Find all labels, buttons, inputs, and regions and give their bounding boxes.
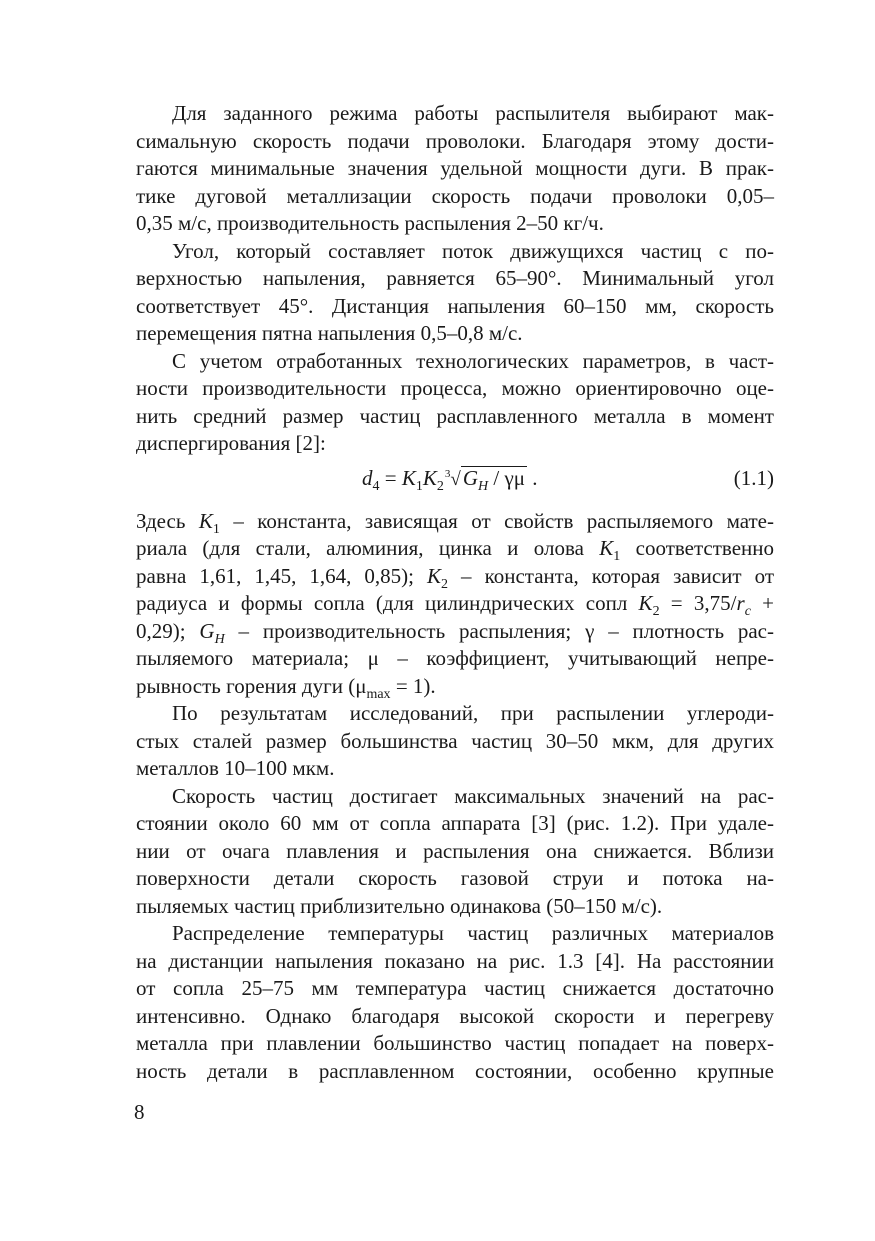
text-line: на дистанции напыления показано на рис. 1.3 [4]. На расстоянии xyxy=(136,948,774,973)
text-line: Распределение температуры частиц различных материалов xyxy=(172,921,774,945)
text-run: 0,29); xyxy=(136,618,200,643)
sub: 2 xyxy=(436,478,444,494)
text-run: – производительность распыления; γ – плотность рас- xyxy=(224,618,774,643)
page-number: 8 xyxy=(134,1100,145,1124)
text-line: гаются минимальные значения удельной мощности дуги. В прак- xyxy=(136,156,774,180)
paragraph xyxy=(136,100,774,238)
text-run: рывность горения дуги (μ xyxy=(136,673,367,698)
math-subscript: 1 xyxy=(212,521,220,537)
text-line: интенсивно. Однако благодаря высокой скорости и перегреву xyxy=(136,1003,774,1028)
text-line: нии от очага плавления и распыления она снижается. Вблизи xyxy=(136,838,774,863)
var-k1: K xyxy=(401,465,416,490)
text-line: пыляемого материала; μ – коэффициент, учитывающий непре- xyxy=(136,646,774,670)
sub: 1 xyxy=(415,478,423,494)
equals: = xyxy=(379,465,402,490)
text-run: равна 1,61, 1,45, 1,64, 0,85); xyxy=(136,563,428,588)
radical-sign: √ xyxy=(450,468,461,490)
text-run: = 1). xyxy=(390,673,436,698)
text-run: – константа, зависящая от свойств распыляемого мате- xyxy=(219,508,774,533)
math-variable: r xyxy=(736,591,745,615)
text-line xyxy=(136,618,774,646)
text-line xyxy=(136,508,774,536)
paragraph xyxy=(136,348,774,458)
text-run: + xyxy=(750,591,774,615)
paragraph xyxy=(136,783,774,921)
text-run: соответственно xyxy=(620,536,775,560)
equation-expression xyxy=(362,454,538,500)
text-line: стоянии около 60 мм от сопла аппарата [3] (рис. 1.2). При удале- xyxy=(136,811,774,835)
text-line: пыляемых частиц приблизительно одинакова (50–150 м/с). xyxy=(136,893,663,918)
text-run: = 3,75/ xyxy=(659,591,737,615)
text-line: 0,35 м/с, производительность распыления 2–50 кг/ч. xyxy=(136,211,604,235)
text-line: Угол, который составляет поток движущихся частиц с по- xyxy=(172,238,774,263)
var-g: G xyxy=(462,465,478,490)
text-line: поверхности детали скорость газовой струи и потока на- xyxy=(136,866,774,890)
radicand xyxy=(461,465,527,494)
text-run: радиуса и формы сопла (для цилиндрических сопл xyxy=(136,591,639,615)
text-line: Для заданного режима работы распылителя выбирают мак- xyxy=(172,101,774,125)
paragraph xyxy=(136,920,774,1085)
var-k2: K xyxy=(422,465,437,490)
period: . xyxy=(527,465,538,490)
math-variable: K xyxy=(599,536,614,560)
math-variable: K xyxy=(638,591,653,615)
text-line xyxy=(136,535,774,563)
text-line: стых сталей размер большинства частиц 30–50 мкм, для других xyxy=(136,728,774,753)
text-run: – константа, которая зависит от xyxy=(448,563,775,588)
text-line: ность детали в расплавленном состоянии, особенно крупные xyxy=(136,1058,774,1083)
text-line xyxy=(136,563,774,591)
text-line xyxy=(136,673,774,701)
text-line: нить средний размер частиц расплавленного металла в момент xyxy=(136,403,774,428)
math-variable: G xyxy=(199,618,215,643)
root-index: 3 xyxy=(444,467,451,480)
text-line: металла при плавлении большинство частиц попадает на поверх- xyxy=(136,1031,774,1055)
math-subscript: max xyxy=(366,686,391,702)
text-line: соответствует 45°. Дистанция напыления 60–150 мм, скорость xyxy=(136,293,774,318)
slash: / xyxy=(488,465,505,490)
sub: 4 xyxy=(372,478,380,494)
text-line: верхностью напыления, равняется 65–90°. Минимальный угол xyxy=(136,266,774,290)
text-line: диспергирования [2]: xyxy=(136,431,326,455)
sub: H xyxy=(477,478,489,494)
text-line xyxy=(136,590,774,618)
math-subscript: 1 xyxy=(613,549,621,564)
math-subscript: c xyxy=(744,604,751,619)
math-variable: K xyxy=(427,563,442,588)
text-run: Здесь xyxy=(136,508,199,533)
equation-number: (1.1) xyxy=(733,465,774,490)
var-d: d xyxy=(362,465,373,490)
paragraph xyxy=(136,238,774,348)
paragraph xyxy=(136,700,774,783)
text-line: С учетом отработанных технологических параметров, в част- xyxy=(172,348,774,373)
text-line: ности производительности процесса, можно ориентировочно оце- xyxy=(136,376,774,400)
text-line: Скорость частиц достигает максимальных значений на рас- xyxy=(172,783,774,808)
denominator: γμ xyxy=(504,465,525,490)
text-line: металлов 10–100 мкм. xyxy=(136,756,335,780)
text-line: от сопла 25–75 мм температура частиц снижается достаточно xyxy=(136,976,774,1000)
text-line: По результатам исследований, при распылении углероди- xyxy=(172,701,774,725)
paragraph xyxy=(136,508,774,701)
page-body xyxy=(136,100,774,1085)
equation-1-1 xyxy=(136,458,774,498)
text-line: перемещения пятна напыления 0,5–0,8 м/с. xyxy=(136,321,523,345)
text-run: риала (для стали, алюминия, цинка и олова xyxy=(136,536,600,560)
math-subscript: 2 xyxy=(441,576,449,592)
text-line: тике дуговой металлизации скорость подачи проволоки 0,05– xyxy=(136,183,774,208)
math-subscript: 2 xyxy=(652,604,660,619)
math-subscript: H xyxy=(214,631,225,647)
math-variable: K xyxy=(198,508,213,533)
text-line: симальную скорость подачи проволоки. Благодаря этому дости- xyxy=(136,128,774,153)
